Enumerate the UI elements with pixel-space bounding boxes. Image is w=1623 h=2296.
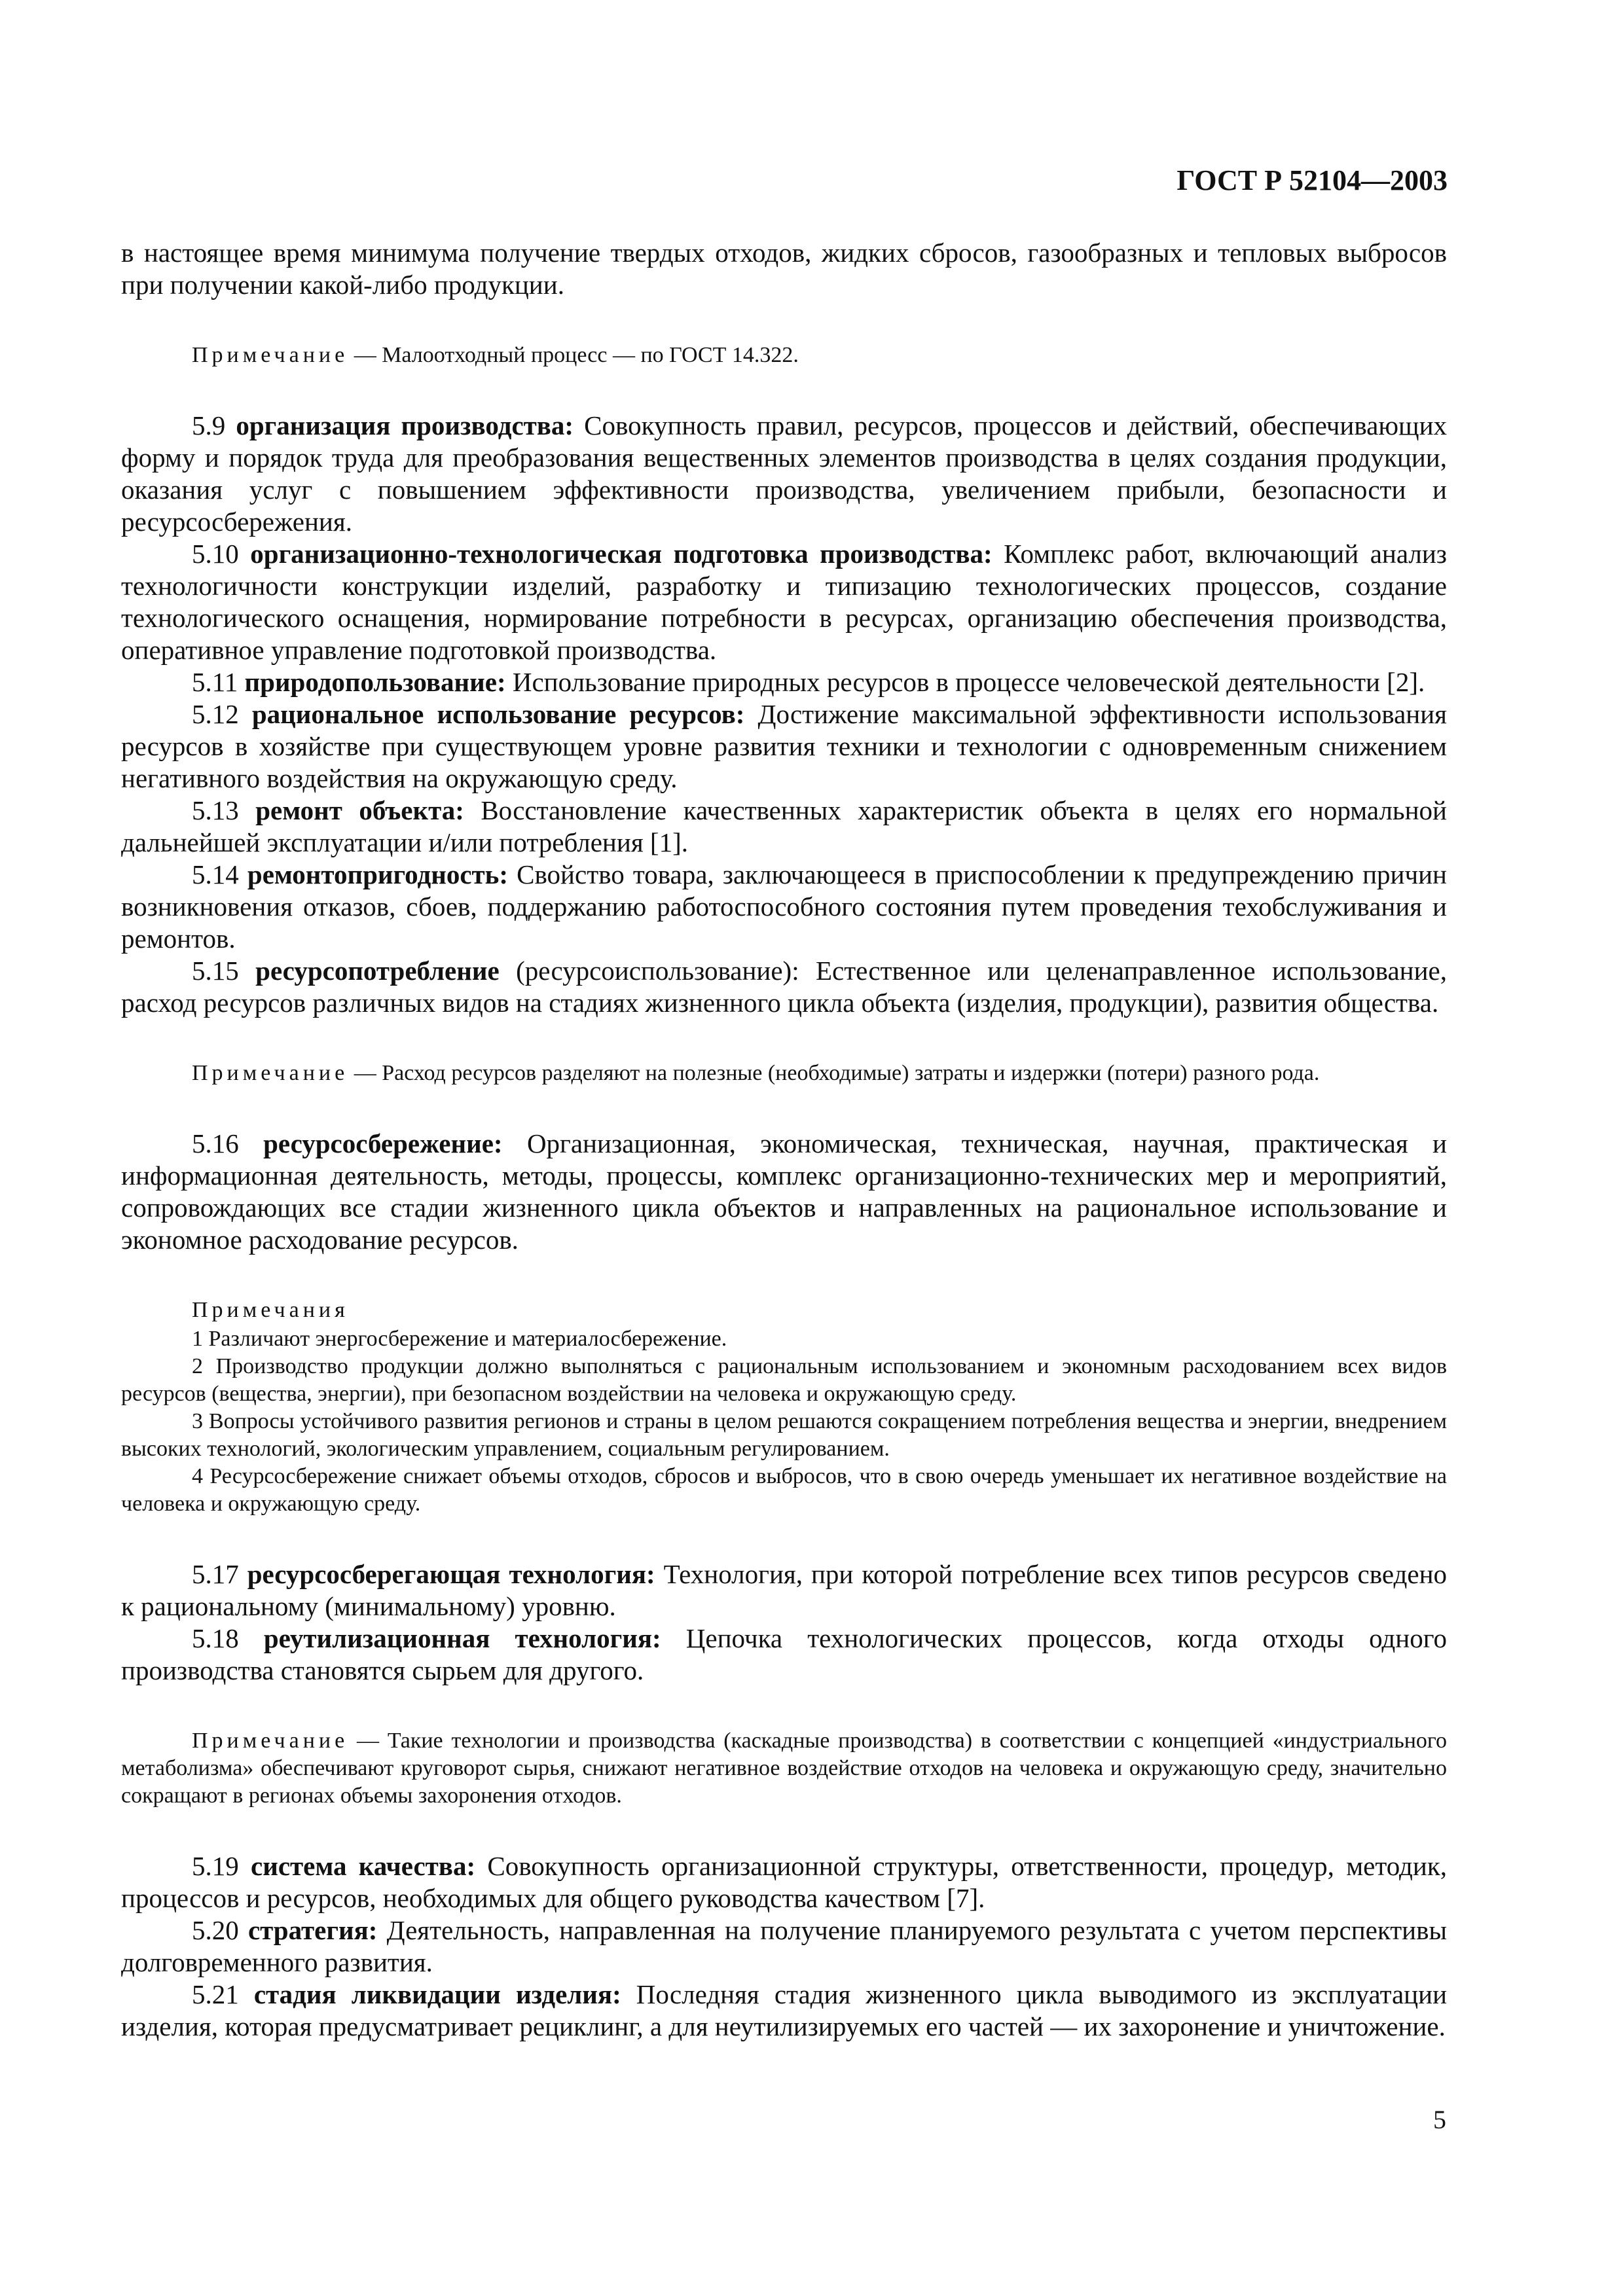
term-entry-5-11 (121, 666, 1447, 698)
entry-number: 5.18 (192, 1623, 239, 1653)
notes-5-16 (121, 1297, 1447, 1518)
entry-term: ресурсосбережение: (263, 1128, 503, 1158)
entry-definition: Совокупность организационной структуры, ответственности, процедур, методик, процессов и ресурсов, необходимых для общего руководства качеством [7]. (121, 1851, 1448, 1913)
entry-term: организационно-технологическая подготовка производства: (250, 539, 993, 569)
entry-number: 5.21 (192, 1979, 239, 2009)
entry-definition: (ресурсоиспользование): Естественное или целенаправленное использование, расход ресурсов различных видов на стадиях жизненного цикла объекта (изделия, продукции), развития общества. (121, 956, 1447, 1018)
term-entry-5-18 (121, 1623, 1447, 1687)
note-5-18 (121, 1727, 1447, 1810)
term-entry-5-16 (121, 1128, 1447, 1256)
entry-number: 5.14 (192, 859, 239, 889)
entry-number: 5.20 (192, 1915, 239, 1945)
entry-number: 5.13 (192, 795, 239, 825)
entry-number: 5.12 (192, 699, 239, 729)
term-entry-5-15 (121, 955, 1447, 1019)
term-entry-5-19 (121, 1850, 1447, 1914)
entry-term: стадия ликвидации изделия: (253, 1979, 621, 2009)
entry-definition: Достижение максимальной эффективности использования ресурсов в хозяйстве при существующем уровне развития техники и технологии с одновременным снижением негативного воздействия на окружающую среду. (121, 699, 1448, 793)
entry-definition: Свойство товара, заключающееся в приспособлении к предупреждению причин возникновения отказов, сбоев, поддержанию работоспособного состояния путем проведения техобслуживания и ремонтов. (121, 859, 1447, 954)
entry-number: 5.15 (192, 956, 239, 986)
page-number: 5 (1433, 2105, 1446, 2134)
entry-definition: Цепочка технологических процессов, когда отходы одного производства становятся сырьем для другого. (121, 1623, 1447, 1685)
note-item: 4 Ресурсосбережение снижает объемы отходов, сбросов и выбросов, что в свою очередь уменьшает их негативное воздействие на человека и окружающую среду. (121, 1464, 1447, 1516)
entry-term: ремонтопригодность: (247, 859, 508, 889)
note-label: Примечание (192, 1729, 349, 1753)
entry-term: ресурсосберегающая технология: (247, 1559, 655, 1589)
entry-term: ремонт объекта: (255, 795, 464, 825)
entry-definition: Последняя стадия жизненного цикла выводимого из эксплуатации изделия, которая предусматривает рециклинг, а для неутилизируемых его частей — их захоронение и уничтожение. (121, 1979, 1448, 2041)
term-entry-5-21 (121, 1979, 1447, 2043)
note-text: — Такие технологии и производства (каскадные производства) в соответствии с концепцией «индустриального метаболизма» обеспечивают круговорот сырья, снижают негативное воздействие отходов на человека и окружающую среду, значительно сокращают в регионах объемы захоронения отходов. (121, 1729, 1447, 1808)
entry-number: 5.11 (192, 667, 238, 697)
term-entry-5-12 (121, 698, 1447, 795)
entry-term: ресурсопотребление (255, 956, 500, 986)
entry-definition: Восстановление качественных характеристик объекта в целях его нормальной дальнейшей эксплуатации и/или потребления [1]. (121, 795, 1447, 857)
notes-title: Примечания (192, 1298, 349, 1322)
entry-term: реутилизационная технология: (263, 1623, 661, 1653)
continuation-paragraph: в настоящее время минимума получение твердых отходов, жидких сбросов, газообразных и тепловых выбросов при получении какой-либо продукции. (121, 238, 1447, 300)
note-5-8 (121, 342, 1447, 369)
term-entry-5-14 (121, 859, 1447, 955)
entry-definition: Организационная, экономическая, техническая, научная, практическая и информационная деятельность, методы, процессы, комплекс организационно-технических мер и мероприятий, сопровождающих все стадии жизненного цикла объектов и направленных на рациональное использование и экономное расходование ресурсов. (121, 1128, 1447, 1255)
term-entry-5-10 (121, 538, 1447, 666)
note-text: — Малоотходный процесс — по ГОСТ 14.322. (348, 343, 799, 367)
term-entry-5-9 (121, 410, 1447, 538)
entry-definition: Совокупность правил, ресурсов, процессов и действий, обеспечивающих форму и порядок труда для преобразования вещественных элементов производства в целях создания продукции, оказания услуг с повышением эффективности производства, увеличением прибыли, безопасности и ресурсосбережения. (121, 410, 1448, 537)
entry-term: природопользование: (244, 667, 506, 697)
note-label: Примечание (192, 343, 349, 367)
term-entry-5-13 (121, 795, 1447, 859)
entry-definition: Комплекс работ, включающий анализ технологичности конструкции изделий, разработку и типизацию технологических процессов, создание технологического оснащения, нормирование потребности в ресурсах, организацию обеспечения производства, оперативное управление подготовкой производства. (121, 539, 1447, 665)
entry-definition: Деятельность, направленная на получение планируемого результата с учетом перспективы долговременного развития. (121, 1915, 1448, 1977)
page-content (121, 237, 1447, 2043)
entry-term: система качества: (251, 1851, 476, 1881)
note-text: — Расход ресурсов разделяют на полезные (необходимые) затраты и издержки (потери) разного рода. (348, 1061, 1320, 1085)
entry-term: рациональное использование ресурсов: (251, 699, 745, 729)
entry-number: 5.17 (192, 1559, 239, 1589)
note-item: 2 Производство продукции должно выполняться с рациональным использованием и экономным расходованием всех видов ресурсов (вещества, энергии), при безопасном воздействии на человека и окружающую среду. (121, 1354, 1447, 1406)
entry-number: 5.19 (192, 1851, 239, 1881)
entry-definition: Технология, при которой потребление всех типов ресурсов сведено к рациональному (минимальному) уровню. (121, 1559, 1448, 1621)
note-item: 1 Различают энергосбережение и материалосбережение. (192, 1327, 727, 1351)
term-entry-5-20 (121, 1914, 1447, 1979)
term-entry-5-17 (121, 1558, 1447, 1623)
entry-term: организация производства: (236, 410, 574, 440)
note-item: 3 Вопросы устойчивого развития регионов и страны в целом решаются сокращением потребления вещества и энергии, внедрением высоких технологий, экологическим управлением, социальным регулированием. (121, 1409, 1447, 1461)
entry-number: 5.9 (192, 410, 226, 440)
entry-number: 5.16 (192, 1128, 239, 1158)
note-label: Примечание (192, 1061, 349, 1085)
entry-definition: Использование природных ресурсов в процессе человеческой деятельности [2]. (505, 667, 1425, 697)
entry-term: стратегия: (247, 1915, 378, 1945)
note-5-15 (121, 1060, 1447, 1087)
document-code-header: ГОСТ Р 52104—2003 (1176, 164, 1448, 196)
entry-number: 5.10 (192, 539, 239, 569)
